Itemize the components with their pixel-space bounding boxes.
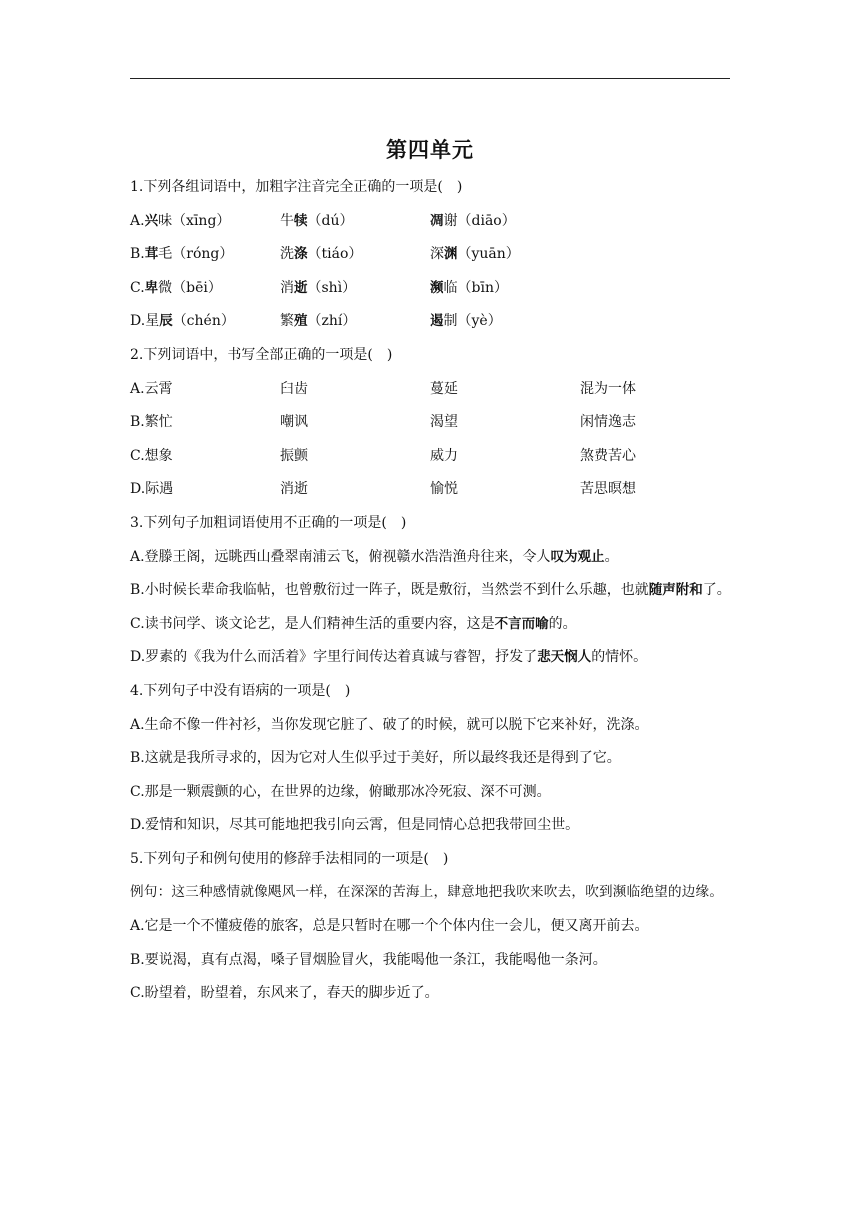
- q2-option-d[interactable]: D.际遇 消逝 愉悦 苦思暝想: [130, 481, 636, 498]
- question-5-stem: 5.下列句子和例句使用的修辞手法相同的一项是( ): [130, 850, 449, 867]
- question-1-stem: 1.下列各组词语中，加粗字注音完全正确的一项是( ): [130, 179, 463, 195]
- q2-option-b[interactable]: B.繁忙 嘲讽 渴望 闲情逸志: [130, 414, 636, 431]
- question-2-stem: 2.下列词语中，书写全部正确的一项是( ): [130, 346, 393, 363]
- q2-option-a[interactable]: A.云霄 臼齿 蔓延 混为一体: [130, 380, 636, 397]
- q3-option-d[interactable]: D.罗素的《我为什么而活着》字里行间传达着真诚与睿智，抒发了悲天悯人的情怀。: [130, 649, 648, 666]
- q4-option-c[interactable]: C.那是一颗震颤的心，在世界的边缘，俯瞰那冰冷死寂、深不可测。: [130, 783, 551, 800]
- page-title: 第四单元: [386, 138, 474, 162]
- q5-option-b[interactable]: B.要说渴，真有点渴，嗓子冒烟脸冒火，我能喝他一条江，我能喝他一条河。: [130, 951, 607, 968]
- question-4-stem: 4.下列句子中没有语病的一项是( ): [130, 682, 351, 699]
- question-3-stem: 3.下列句子加粗词语使用不正确的一项是( ): [130, 514, 407, 531]
- q3-option-a[interactable]: A.登滕王阁，远眺西山叠翠南浦云飞，俯视赣水浩浩渔舟往来，令人叹为观止。: [130, 548, 619, 565]
- q5-option-a[interactable]: A.它是一个不懂疲倦的旅客，总是只暂时在哪一个个体内住一会儿，便又离开前去。: [130, 918, 649, 935]
- header-rule: [130, 78, 730, 79]
- q1-option-b[interactable]: B.茸毛（róng） 洗涤（tiáo） 深渊（yuān）: [130, 246, 520, 263]
- q5-option-c[interactable]: C.盼望着，盼望着，东风来了，春天的脚步近了。: [130, 985, 439, 1002]
- q1-option-a[interactable]: A.兴味（xīng） 牛犊（dú） 凋谢（diāo）: [130, 212, 516, 229]
- q4-option-d[interactable]: D.爱情和知识，尽其可能地把我引向云霄，但是同情心总把我带回尘世。: [130, 817, 580, 834]
- q5-example-sentence: 例句：这三种感情就像飓风一样，在深深的苦海上，肆意地把我吹来吹去，吹到濒临绝望的边缘。: [130, 884, 724, 901]
- question-sheet: [130, 171, 734, 1011]
- q4-option-a[interactable]: A.生命不像一件衬衫，当你发现它脏了、破了的时候，就可以脱下它来补好，洗涤。: [130, 716, 649, 733]
- q1-option-c[interactable]: C.卑微（bēi） 消逝（shì） 濒临（bīn）: [130, 279, 508, 296]
- q1-option-d[interactable]: D.星辰（chén） 繁殖（zhí） 遏制（yè）: [130, 313, 502, 330]
- q2-option-c[interactable]: C.想象 振颤 威力 煞费苦心: [130, 447, 636, 464]
- q4-option-b[interactable]: B.这就是我所寻求的，因为它对人生似乎过于美好，所以最终我还是得到了它。: [130, 750, 621, 767]
- q3-option-c[interactable]: C.读书问学、谈文论艺，是人们精神生活的重要内容，这是不言而喻的。: [130, 615, 577, 632]
- q3-option-b[interactable]: B.小时候长辈命我临帖，也曾敷衍过一阵子，既是敷衍，当然尝不到什么乐趣，也就随声附和了。: [130, 582, 731, 599]
